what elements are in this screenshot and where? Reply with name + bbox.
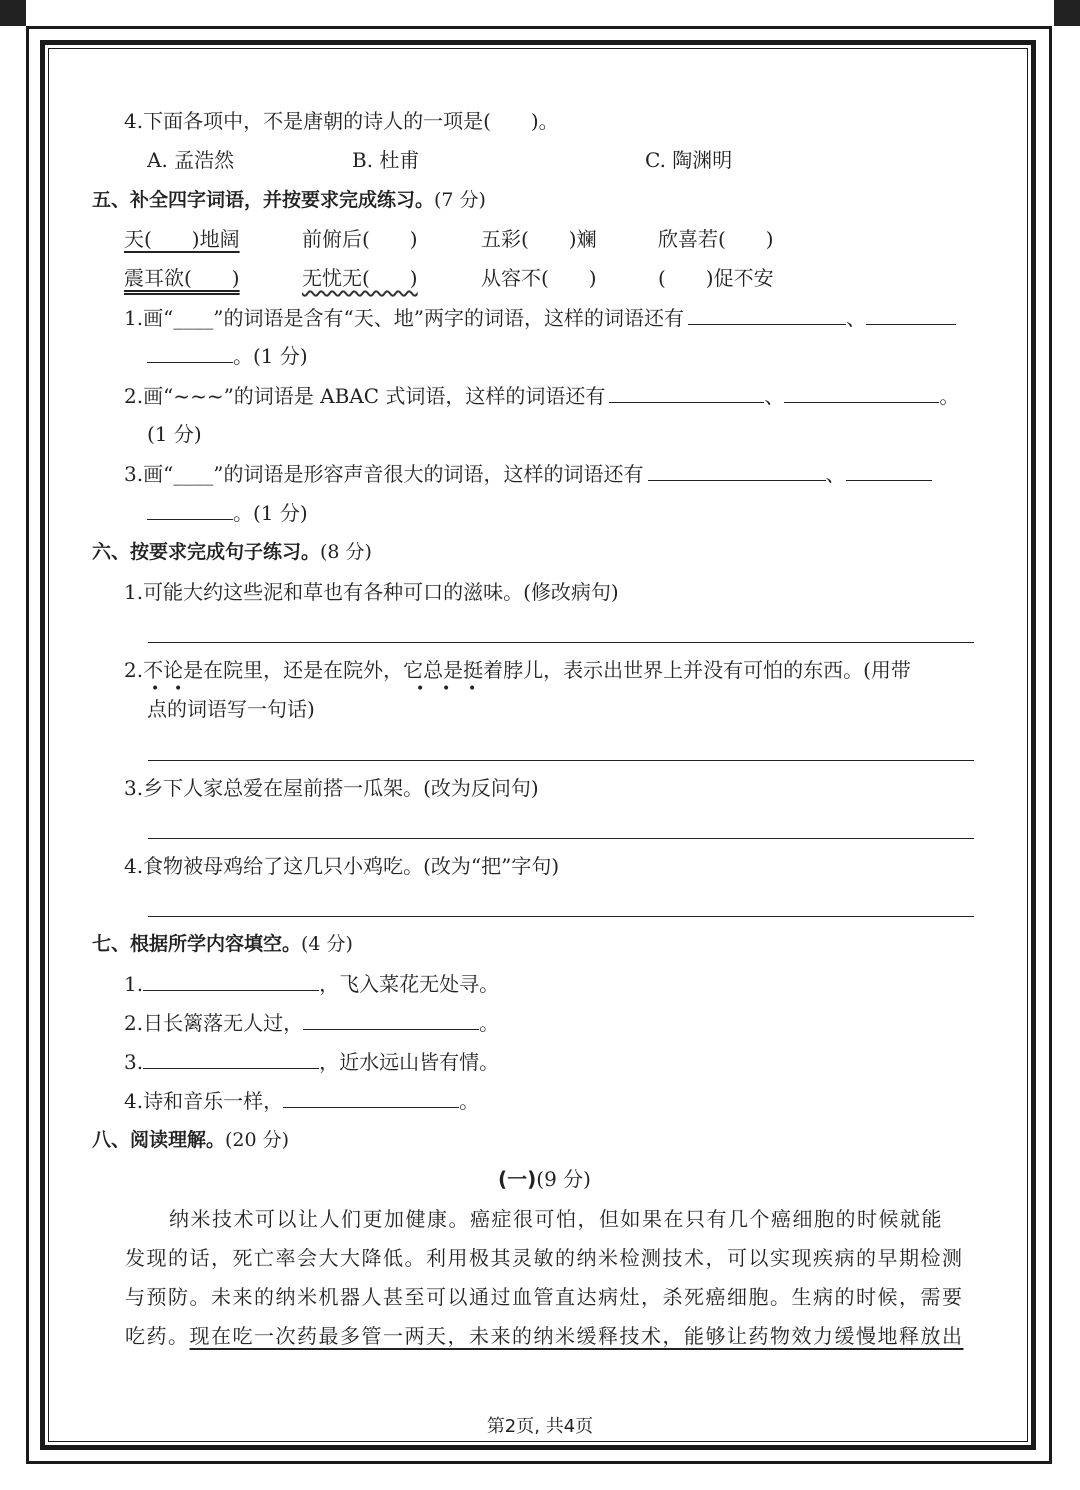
q4-option-b: B. 杜甫 [352,148,420,172]
s7-q4-blank[interactable] [283,1089,459,1108]
passage-1-title: (一) [498,1167,537,1191]
idiom-1-3: 五彩( )斓 [481,227,597,251]
s7-q2-blank[interactable] [303,1011,479,1030]
s5-q1-line2 [147,343,308,369]
q4-option-a: A. 孟浩然 [147,148,235,172]
s5-q1-line1: 1.画“____”的词语是含有“天、地”两字的词语，这样的词语还有 、 [124,305,956,331]
s5-q2-line1: 2.画“~~~”的词语是 ABAC 式词语，这样的词语还有 、 。 [124,384,960,408]
s6-q1-answer-line[interactable] [148,642,974,643]
s5-q2-text: 2.画“~~~”的词语是 ABAC 式词语，这样的词语还有 [124,384,606,408]
s6-q4-answer-line[interactable] [148,916,974,917]
passage-1-points: (9 分) [536,1167,591,1191]
section-5-title: 五、补全四字词语，并按要求完成练习。 [92,189,435,211]
s5-q1-points: 。(1 分) [233,344,308,368]
section-7-points: (4 分) [301,933,353,955]
section-7-title: 七、根据所学内容填空。 [92,933,302,955]
section-7-heading [92,931,353,957]
s6-q2-line1: 2.不论是在院里，还是在院外，它总是挺着脖儿，表示出世界上并没有可怕的东西。(用带 [124,658,911,682]
s5-q3-line2 [147,500,308,526]
section-6-points: (8 分) [320,541,372,563]
emphasis-dot: • [468,681,477,697]
passage-underlined-sentence: 现在吃一次药最多管一两天，未来的纳米缓释技术，能够让药物效力缓慢地释放出 [189,1324,964,1348]
section-8-heading [92,1127,289,1153]
emphasis-dot: • [151,681,160,697]
idiom-2-4: ( )促不安 [658,266,774,290]
corner-mark-right [1054,0,1080,26]
q4-option-c: C. 陶渊明 [645,148,733,172]
s7-q2-end: 。 [479,1011,500,1035]
corner-mark-left [0,0,26,26]
s5-q3-points: 。(1 分) [233,501,308,525]
idiom-1-4: 欣喜若( ) [658,227,774,251]
s7-q1-blank[interactable] [143,972,319,991]
s6-q2-line2: 点的词语写一句话) [147,697,315,721]
passage-line-1: 纳米技术可以让人们更加健康。癌症很可怕，但如果在只有几个癌细胞的时候就能 [169,1207,943,1231]
section-8-points: (20 分) [225,1129,290,1151]
s6-q3: 3.乡下人家总爱在屋前搭一瓜架。(改为反问句) [124,776,539,800]
idiom-2-3: 从容不( ) [481,266,597,290]
s7-q4-text: 4.诗和音乐一样， [124,1089,284,1113]
s5-q2-blank-1[interactable] [609,384,764,403]
s7-q1 [124,971,499,997]
idiom-2-1: 震耳欲( ) [124,266,240,290]
s7-q1-number: 1. [124,972,144,996]
section-5-points: (7 分) [434,189,486,211]
idiom-1-2: 前俯后( ) [302,227,418,251]
s7-q3-number: 3. [124,1050,144,1074]
passage-1-heading [498,1166,591,1192]
s5-q3-blank-1[interactable] [648,462,826,481]
s5-q2-blank-2[interactable] [784,384,939,403]
passage-line-4-start: 吃药。 [125,1324,190,1348]
passage-line-2: 发现的话，死亡率会大大降低。利用极其灵敏的纳米检测技术，可以实现疾病的早期检测 [125,1246,964,1270]
section-5-heading [92,187,486,213]
s5-q1-blank-3[interactable] [147,344,233,363]
s7-q2-text: 2.日长篱落无人过， [124,1011,304,1035]
idiom-1-1: 天( )地阔 [124,227,240,251]
s7-q3-blank[interactable] [143,1050,319,1069]
section-6-title: 六、按要求完成句子练习。 [92,541,321,563]
s5-q3-line1: 3.画“____”的词语是形容声音很大的词语，这样的词语还有 、 [124,461,932,487]
passage-line-4 [125,1323,975,1349]
page-footer: 第2页, 共4页 [486,1416,594,1437]
s7-q4 [124,1088,479,1114]
s6-q2-answer-line[interactable] [148,760,974,761]
s5-q1-text: 1.画“____”的词语是含有“天、地”两字的词语，这样的词语还有 [124,306,684,330]
s5-q3-blank-3[interactable] [147,501,233,520]
s7-q3-text: ，近水远山皆有情。 [319,1050,500,1074]
s7-q3 [124,1049,499,1075]
s5-q2-points: (1 分) [147,422,202,446]
s7-q1-text: ，飞入菜花无处寻。 [319,972,500,996]
passage-line-3: 与预防。未来的纳米机器人甚至可以通过血管直达病灶，杀死癌细胞。生病的时候，需要 [125,1285,964,1309]
s6-q4: 4.食物被母鸡给了这几只小鸡吃。(改为“把”字句) [124,854,560,878]
emphasis-dot: • [442,681,451,697]
s5-q3-text: 3.画“____”的词语是形容声音很大的词语，这样的词语还有 [124,462,644,486]
s6-q3-answer-line[interactable] [148,838,974,839]
section-6-heading [92,539,372,565]
idiom-2-2: 无忧无( ) [302,266,418,290]
s7-q4-end: 。 [459,1089,480,1113]
s5-q3-blank-2[interactable] [846,462,932,481]
s5-q1-blank-1[interactable] [688,306,846,325]
emphasis-dot: • [174,681,183,697]
emphasis-dot: • [416,681,425,697]
section-8-title: 八、阅读理解。 [92,1129,226,1151]
s5-q1-blank-2[interactable] [866,306,956,325]
q4-stem: 4.下面各项中，不是唐朝的诗人的一项是( )。 [124,109,559,133]
s6-q1: 1.可能大约这些泥和草也有各种可口的滋味。(修改病句) [124,580,619,604]
page-frame-inner-thin [48,48,1028,1442]
s7-q2 [124,1010,499,1036]
